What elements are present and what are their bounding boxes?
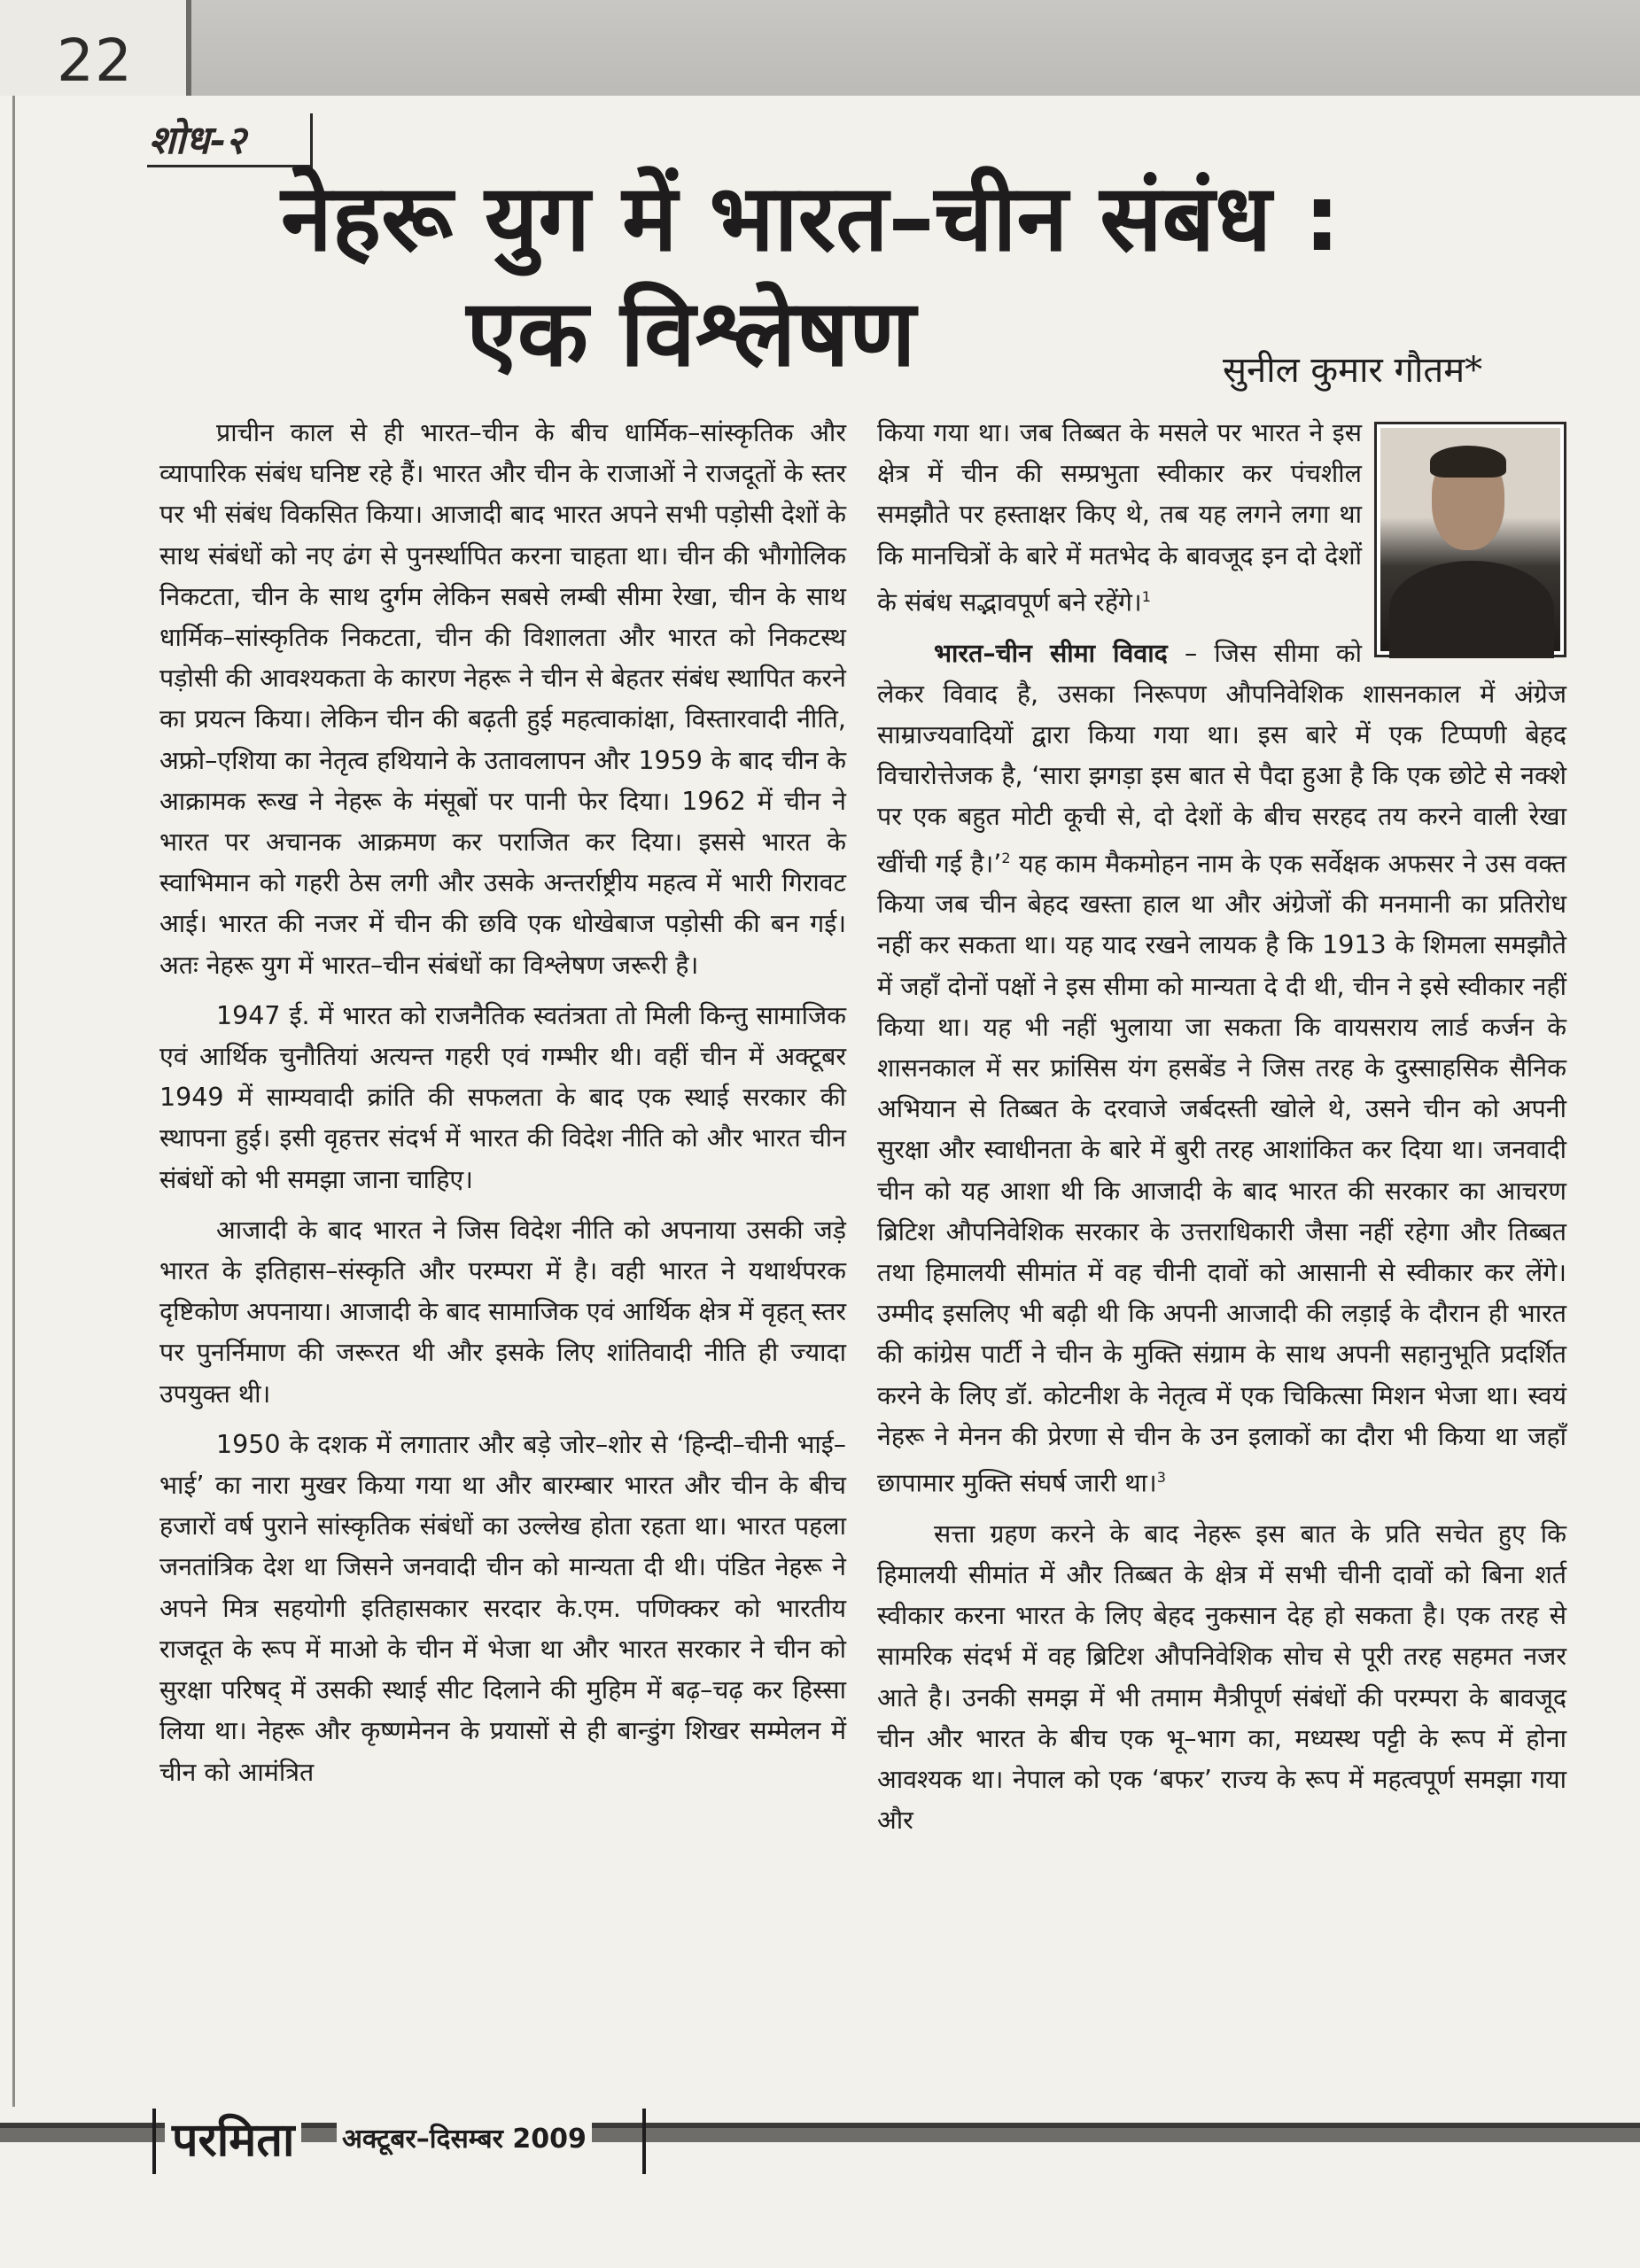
author-photo bbox=[1374, 422, 1566, 657]
paragraph: सत्ता ग्रहण करने के बाद नेहरू इस बात के प्रति सचेत हुए कि हिमालयी सीमांत में और तिब्बत के क्षेत्र में सभी चीनी दावों को बिना शर्त स्वीकार करना भारत के लिए बेहद नुकसान देह हो सकता है। एक तरह से सामरिक संदर्भ में वह ब्रिटिश औपनिवेशिक सोच से पूरी तरह सहमत नजर आते है। उनकी समझ में भी तमाम मैत्रीपूर्ण संबंधों की परम्परा के बावजूद चीन और भारत के बीच एक भू–भाग का, मध्यस्थ पट्टी के रूप में होना आवश्यक था। नेपाल को एक ‘बफर’ राज्य के रूप में महत्वपूर्ण समझा गया और bbox=[877, 1518, 1566, 1836]
photo-hair bbox=[1430, 446, 1506, 478]
article-title-line1: नेहरू युग में भारत–चीन संबंध : bbox=[281, 164, 1341, 272]
footnote-ref: 3 bbox=[1156, 1469, 1166, 1487]
page-number: 22 bbox=[57, 27, 133, 95]
right-column bbox=[877, 413, 1566, 1851]
author-name: सुनील कुमार गौतम* bbox=[1223, 350, 1483, 391]
left-column bbox=[159, 413, 846, 1803]
author-photo-image bbox=[1380, 428, 1560, 651]
footnote-ref: 2 bbox=[1001, 849, 1011, 866]
paragraph: 1947 ई. में भारत को राजनैतिक स्वतंत्रता तो मिली किन्तु सामाजिक एवं आर्थिक चुनौतियां अत्यन्त गहरी एवं गम्भीर थी। वहीं चीन में अक्टूबर 1949 में साम्यवादी क्रांति की सफलता के बाद एक स्थाई सरकार की स्थापना हुई। इसी वृहत्तर संदर्भ में भारत की विदेश नीति को और भारत चीन संबंधों को भी समझा जाना चाहिए। bbox=[159, 1000, 846, 1194]
subheading: भारत–चीन सीमा विवाद bbox=[934, 638, 1168, 668]
section-tag: शोध-२ bbox=[149, 118, 246, 163]
footer-rule-left bbox=[152, 2109, 156, 2174]
footer-rule-right bbox=[642, 2109, 646, 2174]
paragraph-text: किया गया था। जब तिब्बत के मसले पर भारत ने इस क्षेत्र में चीन की सम्प्रभुता स्वीकार कर पंचशील समझौते पर हस्ताक्षर किए थे, तब यह लगने लगा था कि मानचित्रों के बारे में मतभेद के बावजूद इन दो देशों के संबंध सद्भावपूर्ण बने रहेंगे। bbox=[877, 418, 1362, 617]
paragraph: प्राचीन काल से ही भारत–चीन के बीच धार्मिक–सांस्कृतिक और व्यापारिक संबंध घनिष्ट रहे हैं। भारत और चीन के राजाओं ने राजदूतों के स्तर पर भी संबंध विकसित किया। आजादी बाद भारत अपने सभी पड़ोसी देशों के साथ संबंधों को नए ढंग से पुनर्स्थापित करना चाहता था। चीन की भौगोलिक निकटता, चीन के साथ दुर्गम लेकिन सबसे लम्बी सीमा रेखा, चीन के साथ धार्मिक–सांस्कृतिक निकटता, चीन की विशालता और भारत को निकटस्थ पड़ोसी की आवश्यकता के कारण नेहरू ने चीन से बेहतर संबंध स्थापित करने का प्रयत्न किया। लेकिन चीन की बढ़ती हुई महत्वाकांक्षा, विस्तारवादी नीति, अफ्रो–एशिया का नेतृत्व हथियाने के उतावलापन और 1959 के बाद चीन के आक्रामक रूख ने नेहरू के मंसूबों पर पानी फेर दिया। 1962 में चीन ने भारत पर अचानक आक्रमण कर पराजित कर दिया। इससे भारत के स्वाभिमान को गहरी ठेस लगी और उसके अन्तर्राष्ट्रीय महत्व में भारी गिरावट आई। भारत की नजर में चीन की छवि एक धोखेबाज पड़ोसी की बन गई। अतः नेहरू युग में भारत–चीन संबंधों का विश्लेषण जरूरी है। bbox=[159, 418, 846, 980]
magazine-name: परमिता bbox=[165, 2107, 301, 2170]
paragraph: 1950 के दशक में लगातार और बड़े जोर–शोर से ‘हिन्दी–चीनी भाई–भाई’ का नारा मुखर किया गया था और बारम्बार भारत और चीन के बीच हजारों वर्ष पुराने सांस्कृतिक संबंधों का उल्लेख होता रहता था। भारत पहला जनतांत्रिक देश था जिसने जनवादी चीन को मान्यता दी थी। पंडित नेहरू ने अपने मित्र सहयोगी इतिहासकार सरदार के.एम. पणिक्कर को भारतीय राजदूत के रूप में माओ के चीन में भेजा था और भारत सरकार ने चीन को सुरक्षा परिषद् में उसकी स्थाई सीट दिलाने की मुहिम में बढ़–चढ़ कर हिस्सा लिया था। नेहरू और कृष्णमेनन के प्रयासों से ही बान्डुंग शिखर सम्मेलन में चीन को आमंत्रित bbox=[159, 1429, 846, 1787]
header-band bbox=[0, 0, 1640, 96]
photo-shirt bbox=[1389, 561, 1554, 658]
paragraph-text: – जिस सीमा को लेकर विवाद है, उसका निरूपण औपनिवेशिक शासनकाल में अंग्रेज साम्राज्यवादियों द्वारा किया गया था। इस बारे में एक टिप्पणी बेहद विचारोत्तेजक है, ‘सारा झगड़ा इस बात से पैदा हुआ है कि एक छोटे से नक्शे पर एक बहुत मोटी कूची से, दो देशों के बीच सरहद तय करने वाली रेखा खींची गई है।’ bbox=[877, 638, 1566, 879]
left-margin-rule bbox=[12, 96, 15, 2107]
paragraph bbox=[877, 633, 1566, 1504]
issue-date: अक्टूबर–दिसम्बर 2009 bbox=[337, 2119, 592, 2155]
article-title-line2: एक विश्लेषण bbox=[466, 279, 916, 387]
paragraph: आजादी के बाद भारत ने जिस विदेश नीति को अपनाया उसकी जड़े भारत के इतिहास–संस्कृति और परम्परा में है। वही भारत ने यथार्थपरक दृष्टिकोण अपनाया। आजादी के बाद सामाजिक एवं आर्थिक क्षेत्र में वृहत् स्तर पर पुनर्निमाण की जरूरत थी और इसके लिए शांतिवादी नीति ही ज्यादा उपयुक्त थी। bbox=[159, 1215, 846, 1409]
paragraph-text: यह काम मैकमोहन नाम के एक सर्वेक्षक अफसर ने उस वक्त किया जब चीन बेहद खस्ता हाल था और अंग्रेजों की मनमानी का प्रतिरोध नहीं कर सकता था। यह याद रखने लायक है कि 1913 के शिमला समझौते में जहाँ दोनों पक्षों ने इस सीमा को मान्यता दे दी थी, चीन ने इसे स्वीकार नहीं किया था। यह भी नहीं भुलाया जा सकता कि वायसराय लार्ड कर्जन के शासनकाल में सर फ्रांसिस यंग हसबेंड ने जिस तरह के दुस्साहसिक सैनिक अभियान से तिब्बत के दरवाजे जर्बदस्ती खोले थे, उसने चीन को अपनी सुरक्षा और स्वाधीनता के बारे में बुरी तरह आशांकित कर दिया था। जनवादी चीन को यह आशा थी कि आजादी के बाद भारत की सरकार का आचरण ब्रिटिश औपनिवेशिक सरकार के उत्तराधिकारी जैसा नहीं रहेगा और तिब्बत तथा हिमालयी सीमांत में वह चीनी दावों को आसानी से स्वीकार कर लेंगे। उम्मीद इसलिए भी बढ़ी थी कि अपनी आजादी की लड़ाई के दौरान ही भारत की कांग्रेस पार्टी ने चीन के मुक्ति संग्राम के साथ अपनी सहानुभूति प्रदर्शित करने के लिए डॉ. कोटनीश के नेतृत्व में एक चिकित्सा मिशन भेजा था। स्वयं नेहरू ने मेनन की प्रेरणा से चीन के उन इलाकों का दौरा भी किया था जहाँ छापामार मुक्ति संघर्ष जारी था। bbox=[877, 849, 1566, 1498]
header-band-edge bbox=[186, 0, 191, 96]
footnote-ref: 1 bbox=[1141, 587, 1151, 605]
